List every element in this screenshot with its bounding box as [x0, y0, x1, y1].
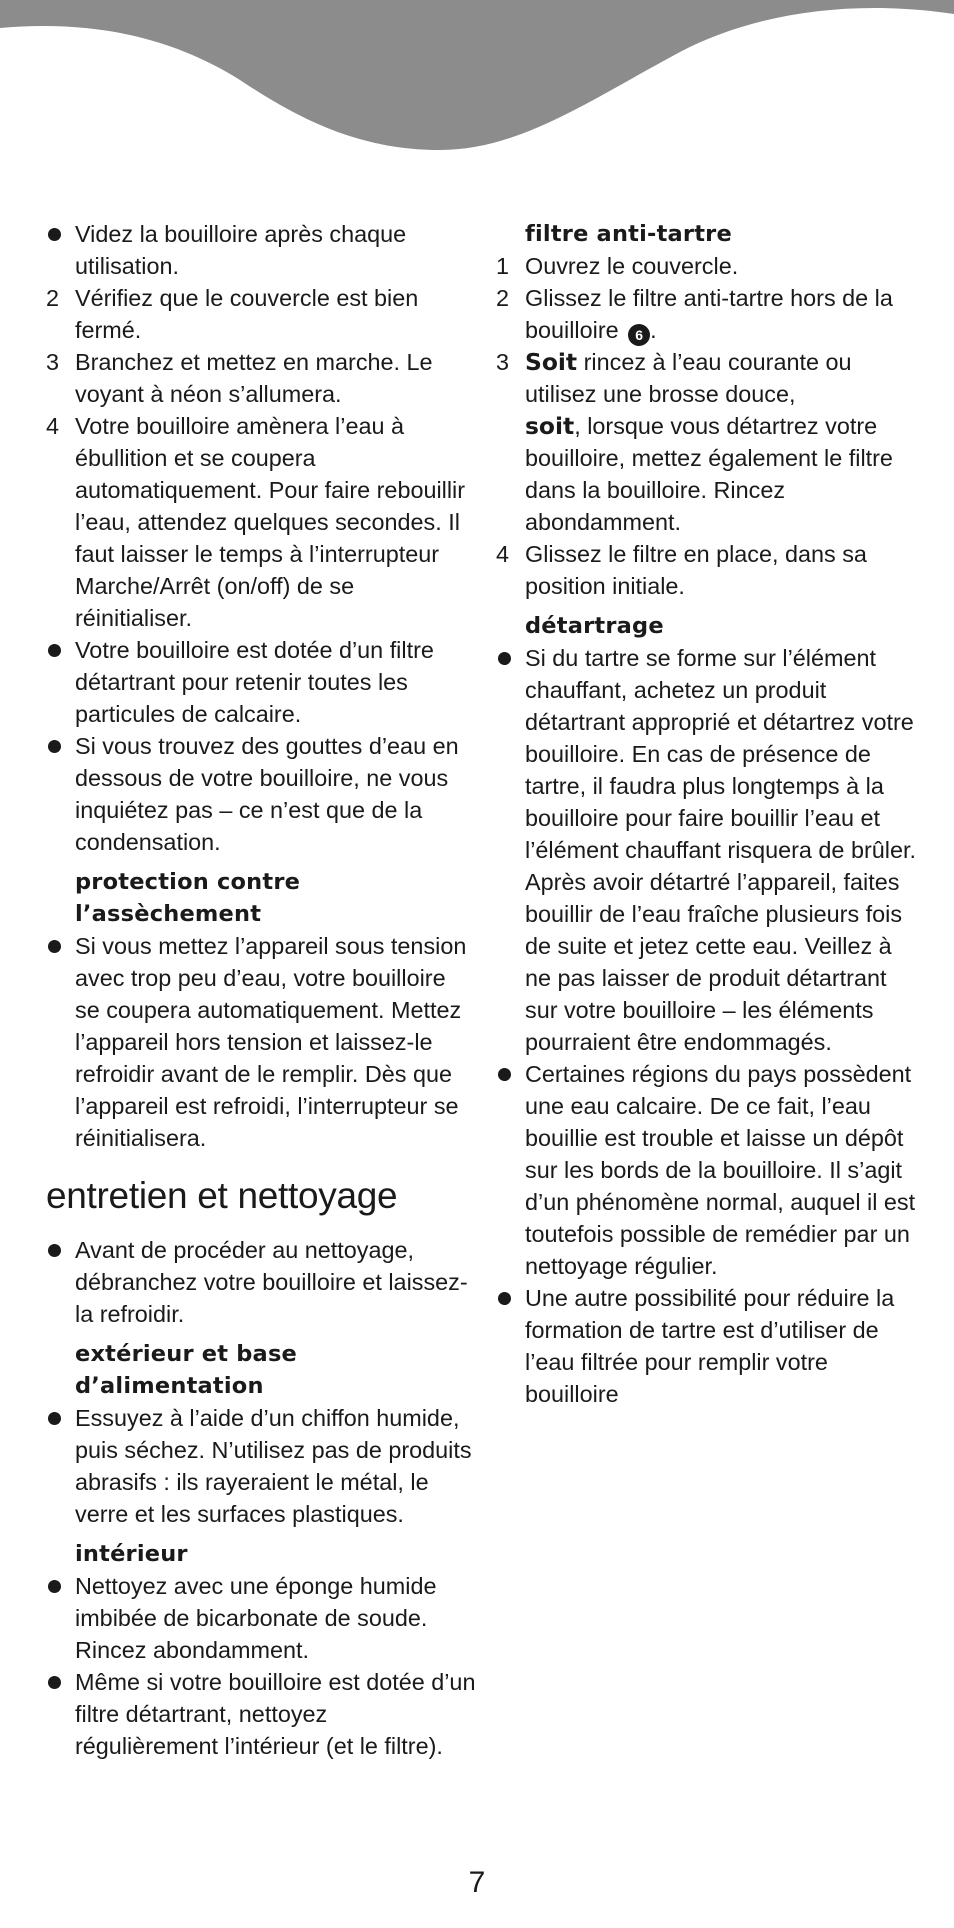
page-number: 7 — [468, 1866, 486, 1899]
step-number: 2 — [46, 285, 60, 311]
step-number: 1 — [496, 253, 510, 279]
step-number: 3 — [496, 349, 510, 375]
filtre-heading: filtre anti-tartre — [525, 221, 732, 247]
list-item: Essuyez à l’aide d’un chiffon humide, puis séchez. N’utilisez pas de produits abrasifs : ils rayeraient le métal, le verre et les surfaces plastiques. — [46, 1402, 476, 1530]
list-item: 3 Branchez et mettez en marche. Le voyant à néon s’allumera. — [46, 346, 476, 410]
bullet-icon — [498, 652, 511, 665]
bullet-icon — [498, 1068, 511, 1081]
step-number: 2 — [496, 285, 510, 311]
right-column — [496, 218, 916, 1410]
list-item: 3 Soit rincez à l’eau courante ou utilisez une brosse douce, soit, lorsque vous détartrez votre bouilloire, mettez également le filtre dans la bouilloire. Rincez abondamment. — [496, 348, 893, 535]
list-item: Si vous mettez l’appareil sous tension avec trop peu d’eau, votre bouilloire se coupera automatiquement. Mettez l’appareil hors tension et laissez-le refroidir avant de le remplir. Dès que l’appareil est refroidi, l’interrupteur se réinitialisera. — [46, 930, 476, 1154]
left-column — [46, 218, 476, 1762]
step-number: 3 — [46, 349, 60, 375]
bullet-icon — [48, 1580, 61, 1593]
list-item: 4 Glissez le filtre en place, dans sa position initiale. — [496, 538, 916, 602]
protection-heading: protection contre l’assèchement — [75, 869, 301, 927]
list-item: Certaines régions du pays possèdent une eau calcaire. De ce fait, l’eau bouillie est trouble et laisse un dépôt sur les bords de la bouilloire. Il s’agit d’un phénomène normal, auquel il est toutefois possible de remédier par un nettoyage régulier. — [496, 1058, 916, 1282]
list-item: Si du tartre se forme sur l’élément chauffant, achetez un produit détartrant approprié et détartrez votre bouilloire. En cas de présence de tartre, il faudra plus longtemps à la bouilloire pour faire bouillir l’eau et l’élément chauffant risquera de brûler. Après avoir détartré l’appareil, faites bouillir de l’eau fraîche plusieurs fois de suite et jetez cette eau. Veillez à ne pas laisser de produit détartrant sur votre bouilloire – les éléments pourraient être endommagés. — [496, 642, 916, 1058]
list-item: Si vous trouvez des gouttes d’eau en dessous de votre bouilloire, ne vous inquiétez pas – ce n’est que de la condensation. — [46, 730, 476, 858]
list-item: 1 Ouvrez le couvercle. — [496, 250, 916, 282]
step-number: 4 — [496, 541, 510, 567]
bullet-icon — [48, 740, 61, 753]
bullet-icon — [48, 228, 61, 241]
bullet-icon — [48, 1244, 61, 1257]
detartrage-heading: détartrage — [525, 613, 664, 639]
bullet-icon — [48, 644, 61, 657]
step-number: 4 — [46, 413, 60, 439]
list-item: Nettoyez avec une éponge humide imbibée de bicarbonate de soude. Rincez abondamment. — [46, 1570, 476, 1666]
interieur-heading: intérieur — [75, 1541, 188, 1567]
list-item: 2 Vérifiez que le couvercle est bien fermé. — [46, 282, 476, 346]
bullet-icon — [498, 1292, 511, 1305]
bullet-icon — [48, 940, 61, 953]
list-item: Même si votre bouilloire est dotée d’un filtre détartrant, nettoyez régulièrement l’intérieur (et le filtre). — [46, 1666, 476, 1762]
figure-reference-badge: 6 — [628, 324, 650, 346]
section-title: entretien et nettoyage — [46, 1175, 398, 1216]
bullet-icon — [48, 1412, 61, 1425]
list-item: 2 Glissez le filtre anti-tartre hors de la bouilloire 6 . — [496, 282, 916, 346]
exterieur-heading: extérieur et base d’alimentation — [75, 1341, 297, 1399]
list-item: 4 Votre bouilloire amènera l’eau à ébullition et se coupera automatiquement. Pour faire rebouillir l’eau, attendez quelques secondes. Il faut laisser le temps à l’interrupteur Marche/Arrêt (on/off) de se réinitialiser. — [46, 410, 476, 634]
list-item: Videz la bouilloire après chaque utilisation. — [46, 218, 476, 282]
list-item: Une autre possibilité pour réduire la formation de tartre est d’utiliser de l’eau filtrée pour remplir votre bouilloire — [496, 1282, 916, 1410]
list-item: Avant de procéder au nettoyage, débranchez votre bouilloire et laissez-la refroidir. — [46, 1234, 476, 1330]
list-item: Votre bouilloire est dotée d’un filtre détartrant pour retenir toutes les particules de calcaire. — [46, 634, 476, 730]
bullet-icon — [48, 1676, 61, 1689]
header-wave-decoration — [0, 0, 954, 160]
